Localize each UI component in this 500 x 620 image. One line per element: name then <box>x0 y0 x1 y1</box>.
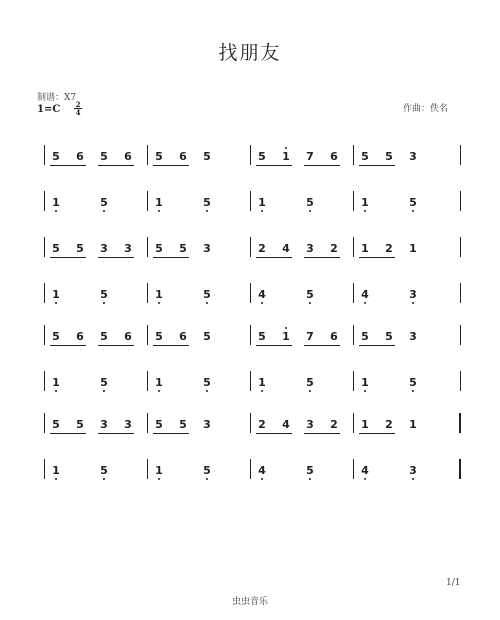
eighth-beam <box>50 433 86 434</box>
note: 6 <box>124 330 132 343</box>
note: 5 <box>100 150 108 163</box>
barline <box>353 145 354 165</box>
barline <box>250 371 251 391</box>
note: 2 <box>330 418 338 431</box>
eighth-beam <box>359 345 395 346</box>
note: 5 <box>203 464 211 477</box>
note: 4 <box>282 242 290 255</box>
composer-credit: 作曲：佚名 <box>403 104 449 114</box>
eighth-beam <box>98 433 134 434</box>
note: 1 <box>52 464 60 477</box>
low-octave-dot <box>309 478 311 480</box>
time-signature <box>74 101 82 116</box>
note: 1 <box>361 418 369 431</box>
low-octave-dot <box>364 302 366 304</box>
note: 3 <box>100 418 108 431</box>
note: 1 <box>258 196 266 209</box>
eighth-beam <box>256 345 292 346</box>
barline <box>147 413 148 433</box>
key-signature: 1=C <box>37 104 61 115</box>
note: 5 <box>409 376 417 389</box>
note: 5 <box>361 150 369 163</box>
note: 3 <box>306 418 314 431</box>
low-octave-dot <box>206 478 208 480</box>
barline <box>353 371 354 391</box>
low-octave-dot <box>309 302 311 304</box>
note: 6 <box>124 150 132 163</box>
time-signature-bottom: 4 <box>75 108 81 117</box>
eighth-beam <box>304 345 340 346</box>
note: 5 <box>100 464 108 477</box>
barline <box>250 325 251 345</box>
note: 4 <box>361 464 369 477</box>
note: 5 <box>385 330 393 343</box>
barline <box>250 413 251 433</box>
note: 5 <box>203 330 211 343</box>
note: 5 <box>203 150 211 163</box>
low-octave-dot <box>158 302 160 304</box>
barline <box>44 459 45 479</box>
note: 3 <box>124 418 132 431</box>
note: 5 <box>258 330 266 343</box>
barline <box>44 283 45 303</box>
low-octave-dot <box>55 210 57 212</box>
low-octave-dot <box>206 302 208 304</box>
note: 5 <box>100 330 108 343</box>
barline <box>44 325 45 345</box>
note: 5 <box>52 418 60 431</box>
note: 6 <box>330 330 338 343</box>
eighth-beam <box>256 433 292 434</box>
eighth-beam <box>359 165 395 166</box>
barline <box>460 325 461 345</box>
note: 5 <box>155 242 163 255</box>
eighth-beam <box>304 257 340 258</box>
note: 5 <box>76 242 84 255</box>
note: 3 <box>409 464 417 477</box>
note: 4 <box>282 418 290 431</box>
low-octave-dot <box>309 210 311 212</box>
barline <box>44 237 45 257</box>
note: 3 <box>203 418 211 431</box>
barline <box>44 413 45 433</box>
note: 1 <box>361 242 369 255</box>
note: 5 <box>306 464 314 477</box>
low-octave-dot <box>364 390 366 392</box>
barline <box>460 237 461 257</box>
note: 5 <box>52 330 60 343</box>
note: 1 <box>155 288 163 301</box>
barline <box>250 283 251 303</box>
eighth-beam <box>50 257 86 258</box>
note: 5 <box>155 418 163 431</box>
note: 3 <box>409 288 417 301</box>
barline <box>250 145 251 165</box>
note: 5 <box>179 242 187 255</box>
eighth-beam <box>359 257 395 258</box>
barline <box>147 237 148 257</box>
arranger-credit: 制谱：X7 <box>37 93 77 103</box>
note: 6 <box>179 330 187 343</box>
note: 1 <box>258 376 266 389</box>
note: 5 <box>100 196 108 209</box>
final-barline <box>459 413 461 433</box>
barline <box>147 371 148 391</box>
low-octave-dot <box>412 390 414 392</box>
eighth-beam <box>256 257 292 258</box>
barline <box>250 459 251 479</box>
barline <box>147 325 148 345</box>
note: 2 <box>258 418 266 431</box>
low-octave-dot <box>55 302 57 304</box>
eighth-beam <box>153 257 189 258</box>
high-octave-dot <box>285 147 287 149</box>
barline <box>250 191 251 211</box>
low-octave-dot <box>261 210 263 212</box>
note: 5 <box>306 376 314 389</box>
eighth-beam <box>304 165 340 166</box>
low-octave-dot <box>309 390 311 392</box>
barline <box>44 191 45 211</box>
eighth-beam <box>50 165 86 166</box>
final-barline <box>459 459 461 479</box>
high-octave-dot <box>285 327 287 329</box>
note: 3 <box>306 242 314 255</box>
note: 1 <box>282 330 290 343</box>
note: 5 <box>306 288 314 301</box>
barline <box>44 371 45 391</box>
low-octave-dot <box>364 478 366 480</box>
note: 5 <box>76 418 84 431</box>
note: 1 <box>409 242 417 255</box>
barline <box>460 283 461 303</box>
note: 5 <box>385 150 393 163</box>
note: 5 <box>258 150 266 163</box>
barline <box>250 237 251 257</box>
eighth-beam <box>98 345 134 346</box>
note: 5 <box>361 330 369 343</box>
score-title: 找朋友 <box>218 42 282 64</box>
note: 2 <box>385 418 393 431</box>
time-signature-top: 2 <box>75 100 81 109</box>
note: 3 <box>409 330 417 343</box>
low-octave-dot <box>103 390 105 392</box>
eighth-beam <box>98 257 134 258</box>
low-octave-dot <box>412 302 414 304</box>
note: 7 <box>306 150 314 163</box>
barline <box>44 145 45 165</box>
low-octave-dot <box>412 478 414 480</box>
barline <box>147 145 148 165</box>
note: 3 <box>203 242 211 255</box>
barline <box>147 459 148 479</box>
barline <box>353 283 354 303</box>
note: 6 <box>330 150 338 163</box>
low-octave-dot <box>158 390 160 392</box>
note: 2 <box>258 242 266 255</box>
note: 5 <box>155 330 163 343</box>
note: 5 <box>306 196 314 209</box>
eighth-beam <box>153 345 189 346</box>
low-octave-dot <box>364 210 366 212</box>
note: 1 <box>155 376 163 389</box>
note: 5 <box>409 196 417 209</box>
note: 2 <box>330 242 338 255</box>
note: 6 <box>76 150 84 163</box>
note: 2 <box>385 242 393 255</box>
note: 5 <box>179 418 187 431</box>
note: 5 <box>52 150 60 163</box>
eighth-beam <box>153 165 189 166</box>
note: 5 <box>203 288 211 301</box>
note: 5 <box>155 150 163 163</box>
eighth-beam <box>304 433 340 434</box>
low-octave-dot <box>103 210 105 212</box>
note: 5 <box>203 376 211 389</box>
note: 7 <box>306 330 314 343</box>
note: 3 <box>100 242 108 255</box>
note: 1 <box>361 376 369 389</box>
barline <box>460 191 461 211</box>
note: 4 <box>361 288 369 301</box>
barline <box>353 459 354 479</box>
note: 1 <box>52 196 60 209</box>
note: 5 <box>52 242 60 255</box>
note: 1 <box>52 376 60 389</box>
low-octave-dot <box>206 210 208 212</box>
note: 5 <box>100 288 108 301</box>
eighth-beam <box>359 433 395 434</box>
low-octave-dot <box>261 390 263 392</box>
low-octave-dot <box>55 390 57 392</box>
barline <box>460 145 461 165</box>
low-octave-dot <box>412 210 414 212</box>
note: 3 <box>124 242 132 255</box>
low-octave-dot <box>206 390 208 392</box>
barline <box>147 191 148 211</box>
note: 1 <box>361 196 369 209</box>
low-octave-dot <box>55 478 57 480</box>
barline <box>353 237 354 257</box>
note: 4 <box>258 464 266 477</box>
note: 1 <box>282 150 290 163</box>
eighth-beam <box>50 345 86 346</box>
low-octave-dot <box>103 478 105 480</box>
barline <box>147 283 148 303</box>
note: 6 <box>179 150 187 163</box>
low-octave-dot <box>261 478 263 480</box>
note: 1 <box>155 464 163 477</box>
eighth-beam <box>153 433 189 434</box>
note: 1 <box>155 196 163 209</box>
low-octave-dot <box>158 210 160 212</box>
note: 5 <box>203 196 211 209</box>
barline <box>460 371 461 391</box>
note: 3 <box>409 150 417 163</box>
eighth-beam <box>256 165 292 166</box>
note: 1 <box>52 288 60 301</box>
page-number: 1/1 <box>446 578 461 588</box>
barline <box>353 325 354 345</box>
low-octave-dot <box>261 302 263 304</box>
note: 5 <box>100 376 108 389</box>
note: 1 <box>409 418 417 431</box>
low-octave-dot <box>158 478 160 480</box>
low-octave-dot <box>103 302 105 304</box>
barline <box>353 191 354 211</box>
barline <box>353 413 354 433</box>
note: 4 <box>258 288 266 301</box>
note: 6 <box>76 330 84 343</box>
footer-source: 虫虫音乐 <box>231 597 268 607</box>
eighth-beam <box>98 165 134 166</box>
